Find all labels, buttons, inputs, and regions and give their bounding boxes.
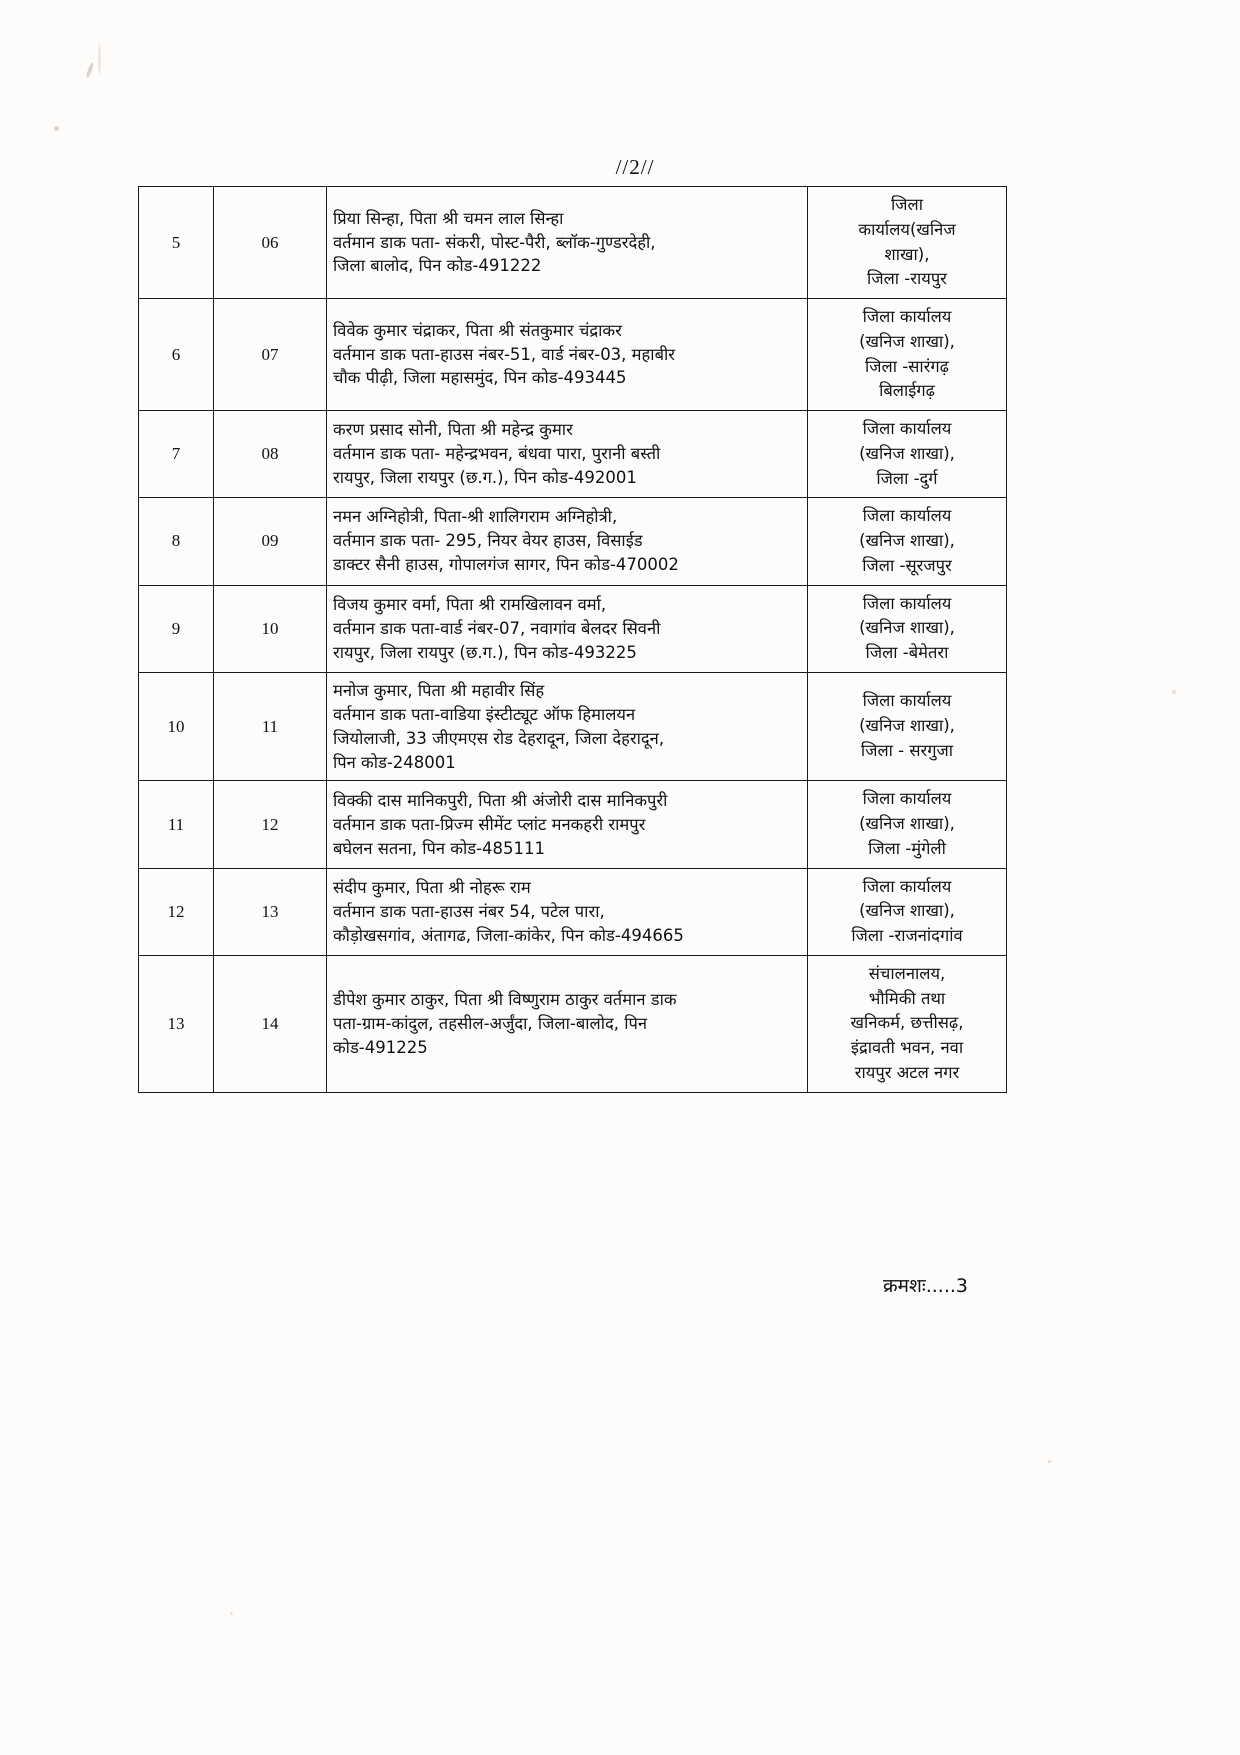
office-line: जिला bbox=[891, 195, 923, 214]
office-line: जिला कार्यालय bbox=[862, 506, 952, 526]
scan-speck bbox=[1048, 1460, 1051, 1463]
office-line: जिला -रायपुर bbox=[867, 269, 947, 289]
row-number: 07 bbox=[214, 299, 327, 411]
row-number: 13 bbox=[214, 868, 327, 955]
page-marker-text: //2// bbox=[615, 155, 655, 179]
continuation-note: क्रमशः.....3 bbox=[883, 1275, 968, 1297]
detail-line: डाक्टर सैनी हाउस, गोपालगंज सागर, पिन कोड-470002 bbox=[333, 555, 679, 575]
detail-line: वर्तमान डाक पता-वाडिया इंस्टीट्यूट ऑफ हिमालयन bbox=[333, 704, 636, 724]
office-line: जिला कार्यालय bbox=[862, 789, 952, 809]
row-office bbox=[808, 781, 1007, 868]
detail-line: कौड़ोखसगांव, अंतागढ, जिला-कांकेर, पिन कोड-494665 bbox=[333, 925, 684, 945]
row-number: 06 bbox=[214, 187, 327, 299]
row-office bbox=[808, 299, 1007, 411]
applicants-table bbox=[138, 186, 1007, 1093]
office-line: जिला कार्यालय bbox=[862, 419, 952, 438]
row-office bbox=[808, 498, 1007, 585]
row-office bbox=[808, 585, 1007, 672]
detail-line: कोड-491225 bbox=[333, 1037, 428, 1057]
office-line: जिला कार्यालय bbox=[862, 876, 952, 896]
detail-line: मनोज कुमार, पिता श्री महावीर सिंह bbox=[333, 680, 545, 700]
row-serial: 10 bbox=[139, 672, 214, 781]
office-line: इंद्रावती भवन, नवा bbox=[850, 1038, 964, 1058]
office-line: (खनिज शाखा), bbox=[859, 531, 955, 550]
detail-line: पता-ग्राम-कांदुल, तहसील-अर्जुंदा, जिला-बालोद, पिन bbox=[333, 1013, 648, 1033]
row-serial: 7 bbox=[139, 411, 214, 498]
row-number: 11 bbox=[214, 672, 327, 781]
office-line: जिला -दुर्ग bbox=[876, 468, 938, 488]
office-line: (खनिज शाखा), bbox=[859, 331, 955, 351]
page-marker bbox=[0, 155, 1240, 180]
row-number: 14 bbox=[214, 955, 327, 1092]
office-line: जिला कार्यालय bbox=[862, 691, 952, 711]
detail-line: रायपुर, जिला रायपुर (छ.ग.), पिन कोड-492001 bbox=[333, 468, 637, 488]
scan-speck bbox=[85, 62, 94, 78]
row-applicant-details bbox=[327, 955, 808, 1092]
office-line: खनिकर्म, छत्तीसढ़, bbox=[850, 1013, 964, 1033]
table-row bbox=[139, 868, 1007, 955]
office-line: शाखा), bbox=[884, 244, 930, 264]
row-number: 10 bbox=[214, 585, 327, 672]
row-applicant-details bbox=[327, 411, 808, 498]
row-office bbox=[808, 187, 1007, 299]
office-line: जिला -मुंगेली bbox=[868, 838, 946, 858]
detail-line: नमन अग्निहोत्री, पिता-श्री शालिगराम अग्निहोत्री, bbox=[333, 507, 618, 527]
detail-line: पिन कोड-248001 bbox=[333, 752, 456, 772]
office-line: जिला कार्यालय bbox=[862, 307, 952, 326]
row-office bbox=[808, 868, 1007, 955]
office-line: (खनिज शाखा), bbox=[859, 443, 955, 463]
table-row bbox=[139, 498, 1007, 585]
office-line: जिला -सारंगढ़ bbox=[865, 356, 949, 376]
scan-speck bbox=[230, 1612, 233, 1615]
detail-line: जियोलाजी, 33 जीएमएस रोड देहरादून, जिला देहरादून, bbox=[333, 728, 665, 748]
detail-line: संदीप कुमार, पिता श्री नोहरू राम bbox=[333, 877, 531, 897]
office-line: (खनिज शाखा), bbox=[859, 814, 955, 834]
office-line: जिला कार्यालय bbox=[862, 593, 952, 613]
detail-line: करण प्रसाद सोनी, पिता श्री महेन्द्र कुमार bbox=[333, 420, 573, 440]
row-serial: 11 bbox=[139, 781, 214, 868]
detail-line: वर्तमान डाक पता- 295, नियर वेयर हाउस, विसाईड bbox=[333, 531, 643, 551]
row-serial: 6 bbox=[139, 299, 214, 411]
detail-line: विवेक कुमार चंद्राकर, पिता श्री संतकुमार चंद्राकर bbox=[333, 320, 622, 340]
detail-line: चौक पीढ़ी, जिला महासमुंद, पिन कोड-493445 bbox=[333, 368, 627, 388]
row-office bbox=[808, 955, 1007, 1092]
scan-speck bbox=[1172, 690, 1176, 694]
office-line: संचालनालय, bbox=[868, 963, 946, 983]
detail-line: वर्तमान डाक पता-हाउस नंबर-51, वार्ड नंबर-03, महाबीर bbox=[333, 344, 676, 364]
row-number: 09 bbox=[214, 498, 327, 585]
row-applicant-details bbox=[327, 781, 808, 868]
office-line: बिलाईगढ़ bbox=[879, 381, 935, 401]
row-office bbox=[808, 411, 1007, 498]
office-line: (खनिज शाखा), bbox=[859, 618, 955, 638]
office-line: जिला -सूरजपुर bbox=[862, 555, 952, 575]
office-line: कार्यालय(खनिज bbox=[858, 219, 956, 239]
office-line: (खनिज शाखा), bbox=[859, 901, 955, 921]
detail-line: विजय कुमार वर्मा, पिता श्री रामखिलावन वर्मा, bbox=[333, 594, 607, 614]
detail-line: प्रिया सिन्हा, पिता श्री चमन लाल सिन्हा bbox=[333, 208, 564, 228]
table-row bbox=[139, 955, 1007, 1092]
row-number: 12 bbox=[214, 781, 327, 868]
detail-line: जिला बालोद, पिन कोड-491222 bbox=[333, 256, 542, 276]
detail-line: बघेलन सतना, पिन कोड-485111 bbox=[333, 838, 546, 858]
scan-speck bbox=[98, 44, 101, 74]
table-row bbox=[139, 187, 1007, 299]
table-row bbox=[139, 672, 1007, 781]
table-row bbox=[139, 299, 1007, 411]
scan-speck bbox=[54, 126, 59, 131]
row-number: 08 bbox=[214, 411, 327, 498]
row-applicant-details bbox=[327, 868, 808, 955]
table-row bbox=[139, 585, 1007, 672]
row-serial: 8 bbox=[139, 498, 214, 585]
office-line: जिला -राजनांदगांव bbox=[851, 926, 963, 946]
office-line: जिला -बेमेतरा bbox=[865, 643, 949, 662]
detail-line: रायपुर, जिला रायपुर (छ.ग.), पिन कोड-493225 bbox=[333, 642, 637, 662]
row-applicant-details bbox=[327, 672, 808, 781]
row-serial: 9 bbox=[139, 585, 214, 672]
row-applicant-details bbox=[327, 187, 808, 299]
office-line: रायपुर अटल नगर bbox=[854, 1062, 960, 1082]
row-serial: 5 bbox=[139, 187, 214, 299]
table-body bbox=[139, 187, 1007, 1093]
office-line: जिला - सरगुजा bbox=[860, 740, 954, 760]
row-applicant-details bbox=[327, 498, 808, 585]
row-applicant-details bbox=[327, 585, 808, 672]
row-office bbox=[808, 672, 1007, 781]
detail-line: वर्तमान डाक पता- संकरी, पोस्ट-पैरी, ब्लॉक-गुण्डरदेही, bbox=[333, 232, 656, 252]
detail-line: वर्तमान डाक पता- महेन्द्रभवन, बंधवा पारा, पुरानी बस्ती bbox=[333, 444, 661, 464]
table-row bbox=[139, 781, 1007, 868]
row-serial: 12 bbox=[139, 868, 214, 955]
detail-line: वर्तमान डाक पता-वार्ड नंबर-07, नवागांव बेलदर सिवनी bbox=[333, 618, 661, 638]
table-row bbox=[139, 411, 1007, 498]
row-serial: 13 bbox=[139, 955, 214, 1092]
detail-line: वर्तमान डाक पता-प्रिज्म सीमेंट प्लांट मनकहरी रामपुर bbox=[333, 814, 646, 834]
office-line: भौमिकी तथा bbox=[868, 988, 946, 1008]
detail-line: विक्की दास मानिकपुरी, पिता श्री अंजोरी दास मानिकपुरी bbox=[333, 790, 668, 810]
row-applicant-details bbox=[327, 299, 808, 411]
office-line: (खनिज शाखा), bbox=[859, 716, 955, 736]
detail-line: वर्तमान डाक पता-हाउस नंबर 54, पटेल पारा, bbox=[333, 901, 605, 921]
detail-line: डीपेश कुमार ठाकुर, पिता श्री विष्णुराम ठाकुर वर्तमान डाक bbox=[333, 989, 677, 1009]
